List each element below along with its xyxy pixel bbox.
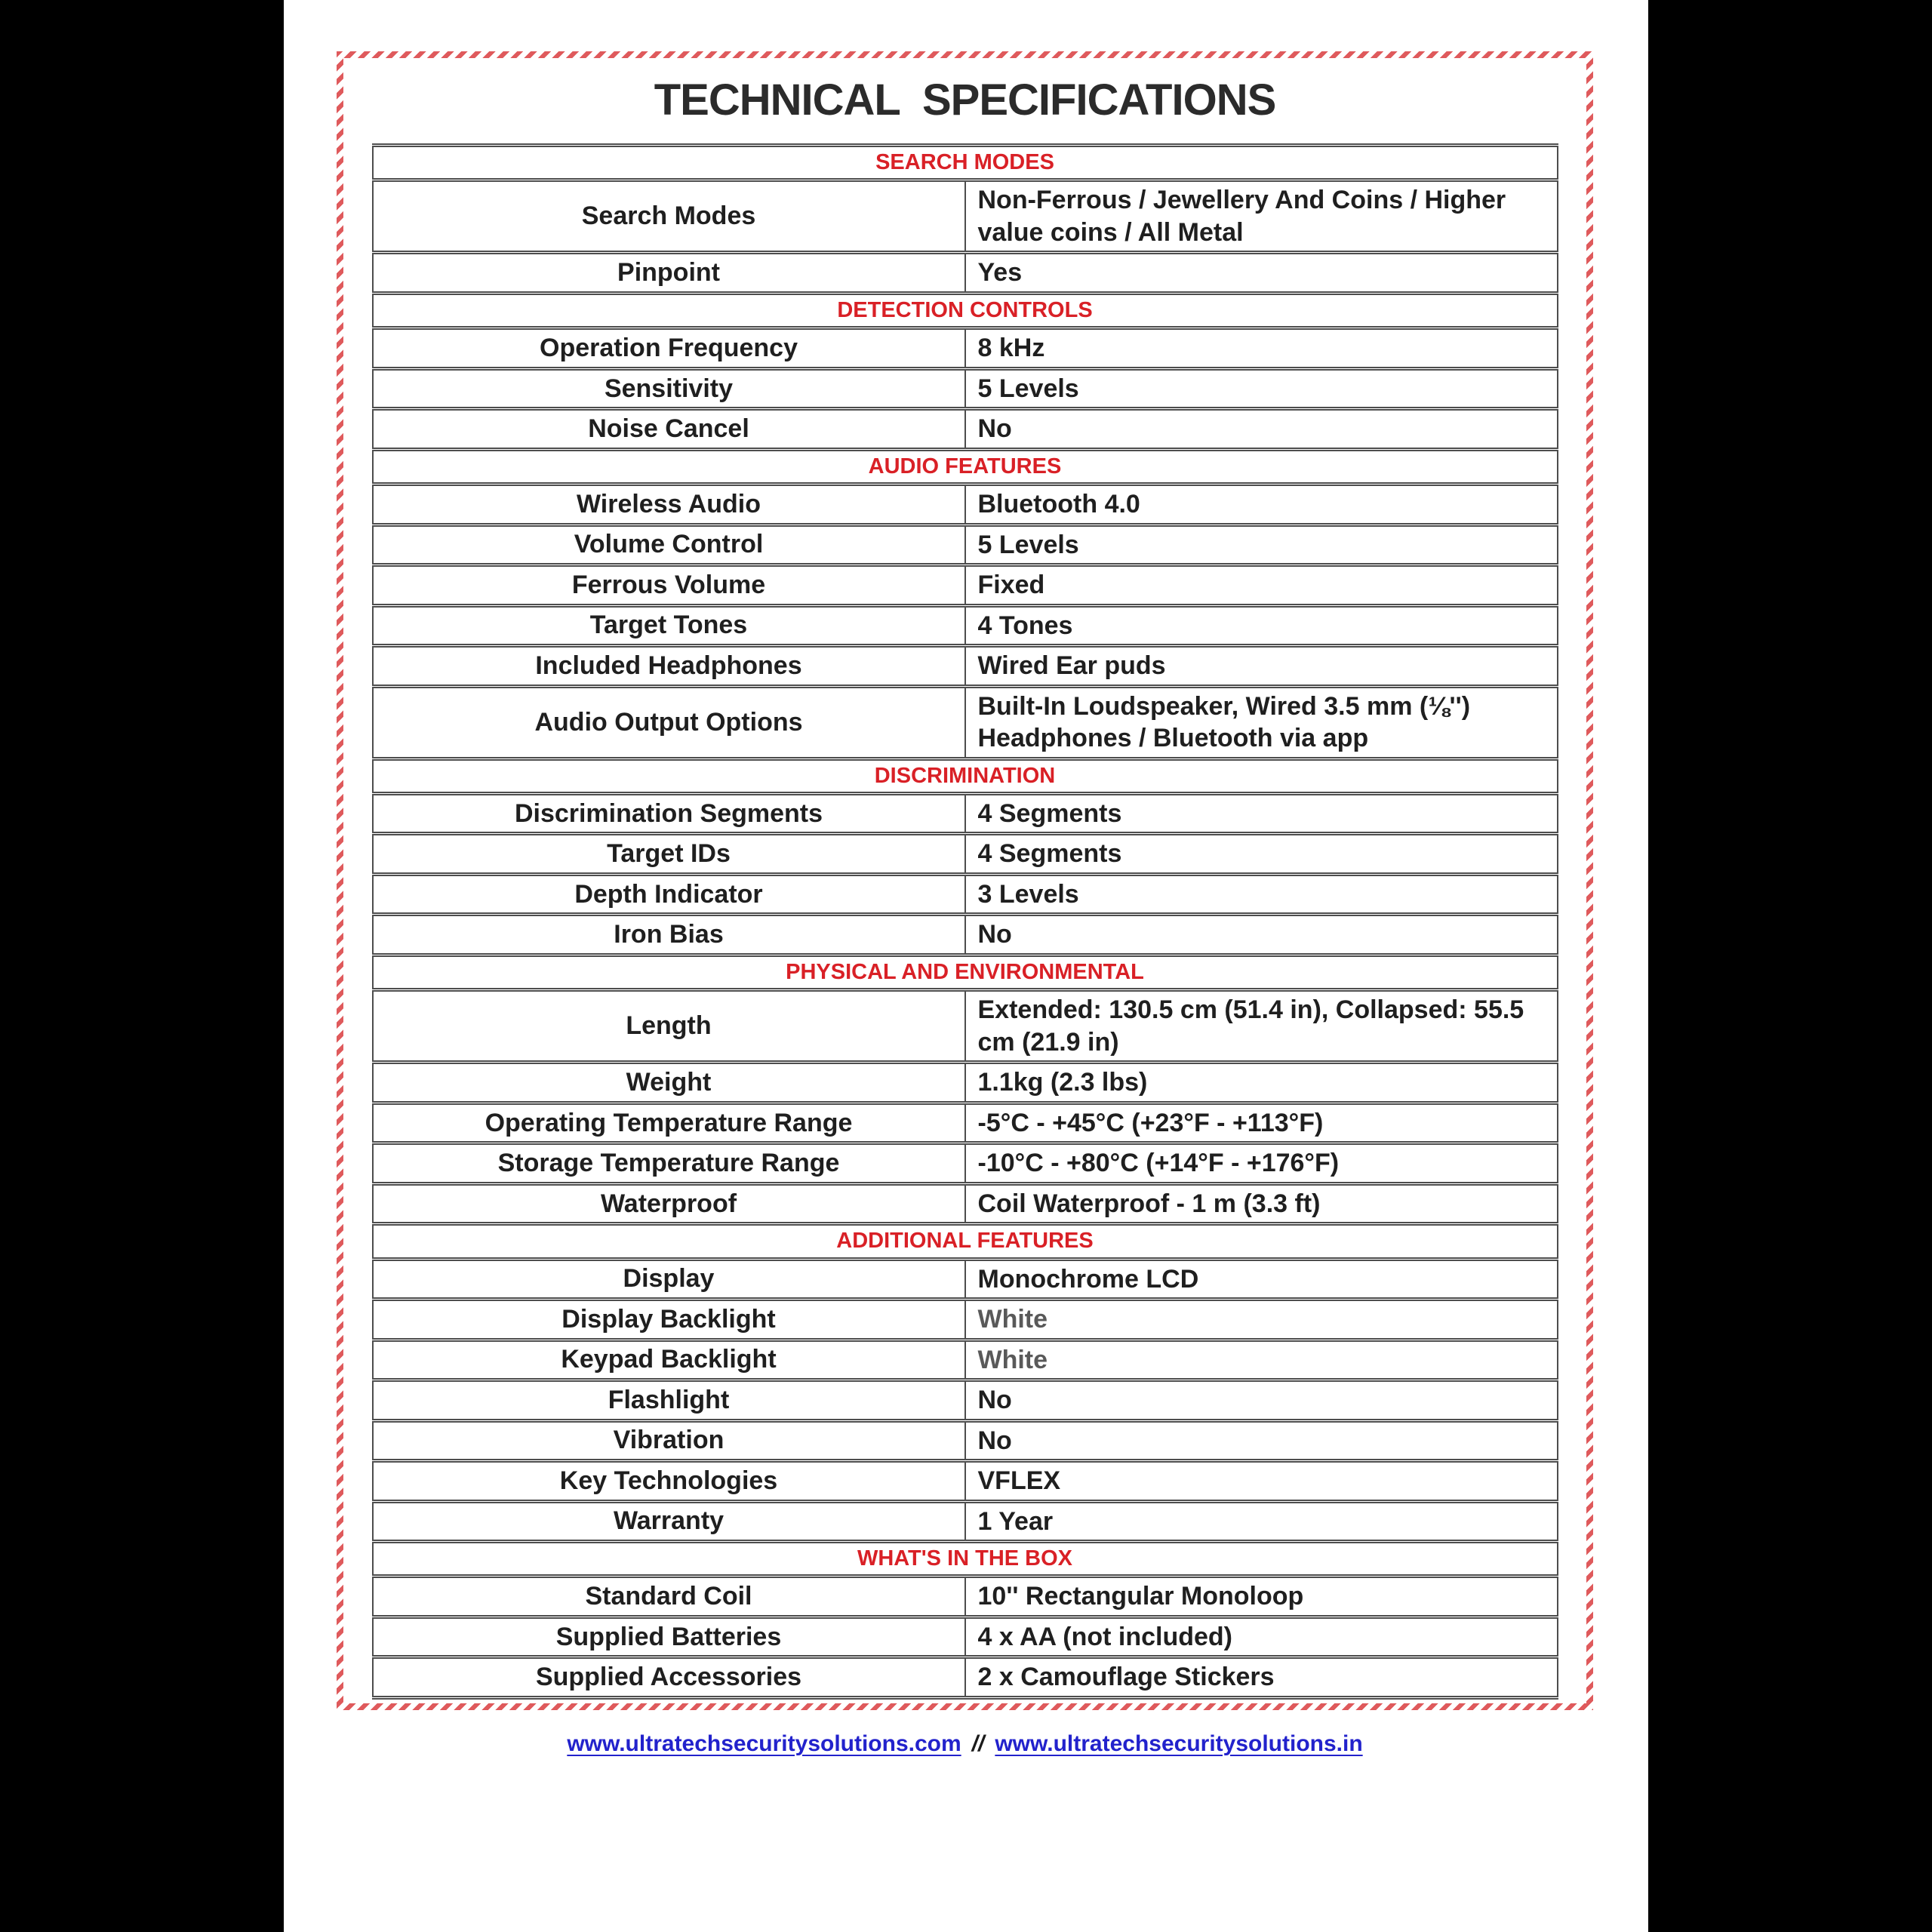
spec-row [373,1617,1558,1657]
spec-row [373,605,1558,646]
spec-value: 5 Levels [965,368,1558,409]
spec-label: Key Technologies [373,1461,965,1502]
spec-row [373,874,1558,915]
spec-value: 4 x AA (not included) [965,1617,1558,1657]
spec-label: Supplied Batteries [373,1617,965,1657]
spec-value: 1.1kg (2.3 lbs) [965,1063,1558,1103]
striped-border-frame [337,51,1593,1756]
spec-label: Pinpoint [373,253,965,294]
spec-label: Display Backlight [373,1300,965,1340]
spec-label: Discrimination Segments [373,793,965,834]
spec-label: Supplied Accessories [373,1657,965,1698]
spec-row [373,1657,1558,1698]
section-header: SEARCH MODES [373,146,1558,180]
spec-row [373,409,1558,450]
spec-label: Display [373,1259,965,1300]
spec-value: -5°C - +45°C (+23°F - +113°F) [965,1103,1558,1143]
spec-label: Included Headphones [373,646,965,687]
section-header-row [373,1224,1558,1259]
spec-row [373,1380,1558,1421]
spec-value: Extended: 130.5 cm (51.4 in), Collapsed: 55.5 cm (21.9 in) [965,990,1558,1063]
spec-row [373,1259,1558,1300]
section-header: ADDITIONAL FEATURES [373,1224,1558,1259]
footer [343,1731,1586,1757]
spec-label: Weight [373,1063,965,1103]
spec-value: Bluetooth 4.0 [965,485,1558,525]
spec-row [373,686,1558,758]
spec-row [373,646,1558,687]
section-header-row [373,758,1558,793]
spec-label: Target IDs [373,834,965,875]
spec-label: Waterproof [373,1183,965,1224]
spec-label: Operating Temperature Range [373,1103,965,1143]
spec-value: 10'' Rectangular Monoloop [965,1577,1558,1617]
spec-value: 4 Segments [965,834,1558,875]
spec-row [373,328,1558,369]
spec-label: Noise Cancel [373,409,965,450]
spec-row [373,485,1558,525]
spec-value: 5 Levels [965,525,1558,565]
spec-value: VFLEX [965,1461,1558,1502]
spec-value: -10°C - +80°C (+14°F - +176°F) [965,1143,1558,1184]
page-title: TECHNICAL SPECIFICATIONS [654,75,1276,125]
spec-row [373,1300,1558,1340]
spec-value: Built-In Loudspeaker, Wired 3.5 mm (⅛'') Headphones / Bluetooth via app [965,686,1558,758]
spec-label: Length [373,990,965,1063]
spec-row [373,990,1558,1063]
spec-row [373,1461,1558,1502]
section-header-row [373,146,1558,180]
section-header-row [373,449,1558,484]
spec-value: Wired Ear puds [965,646,1558,687]
spec-value: 3 Levels [965,874,1558,915]
section-header-row [373,1542,1558,1577]
spec-row [373,915,1558,955]
section-header: WHAT'S IN THE BOX [373,1542,1558,1577]
spec-value: No [965,915,1558,955]
spec-label: Ferrous Volume [373,565,965,606]
spec-label: Vibration [373,1420,965,1461]
spec-label: Volume Control [373,525,965,565]
section-header: DISCRIMINATION [373,758,1558,793]
spec-value: Coil Waterproof - 1 m (3.3 ft) [965,1183,1558,1224]
spec-value: Monochrome LCD [965,1259,1558,1300]
spec-value: 4 Segments [965,793,1558,834]
section-header: AUDIO FEATURES [373,449,1558,484]
spec-row [373,368,1558,409]
spec-label: Operation Frequency [373,328,965,369]
spec-value: No [965,1380,1558,1421]
spec-label: Flashlight [373,1380,965,1421]
spec-row [373,1420,1558,1461]
spec-table [372,143,1558,1700]
spec-row [373,1103,1558,1143]
spec-label: Standard Coil [373,1577,965,1617]
spec-label: Search Modes [373,180,965,253]
spec-row [373,525,1558,565]
spec-row [373,1501,1558,1542]
spec-row [373,180,1558,253]
spec-row [373,1143,1558,1184]
section-header-row [373,293,1558,328]
spec-value: 8 kHz [965,328,1558,369]
spec-label: Audio Output Options [373,686,965,758]
spec-label: Depth Indicator [373,874,965,915]
spec-label: Wireless Audio [373,485,965,525]
section-header-row [373,955,1558,989]
spec-value: 2 x Camouflage Stickers [965,1657,1558,1698]
spec-label: Sensitivity [373,368,965,409]
spec-row [373,1340,1558,1380]
section-header: PHYSICAL AND ENVIRONMENTAL [373,955,1558,989]
page [284,0,1648,1932]
section-header: DETECTION CONTROLS [373,293,1558,328]
spec-row [373,1063,1558,1103]
spec-row [373,1183,1558,1224]
spec-value: 4 Tones [965,605,1558,646]
spec-value: Non-Ferrous / Jewellery And Coins / Higher value coins / All Metal [965,180,1558,253]
spec-value: White [965,1300,1558,1340]
spec-row [373,793,1558,834]
spec-value: Fixed [965,565,1558,606]
spec-label: Target Tones [373,605,965,646]
spec-label: Keypad Backlight [373,1340,965,1380]
spec-table-body [373,146,1558,1698]
spec-value: Yes [965,253,1558,294]
spec-row [373,1577,1558,1617]
spec-value: No [965,1420,1558,1461]
spec-label: Storage Temperature Range [373,1143,965,1184]
spec-value: 1 Year [965,1501,1558,1542]
spec-value: No [965,409,1558,450]
spec-label: Warranty [373,1501,965,1542]
spec-row [373,834,1558,875]
footer-link-in[interactable]: www.ultratechsecuritysolutions.in [995,1730,1363,1756]
footer-link-com[interactable]: www.ultratechsecuritysolutions.com [567,1730,961,1756]
spec-row [373,253,1558,294]
footer-separator: // [971,1730,985,1756]
spec-label: Iron Bias [373,915,965,955]
spec-row [373,565,1558,606]
spec-value: White [965,1340,1558,1380]
